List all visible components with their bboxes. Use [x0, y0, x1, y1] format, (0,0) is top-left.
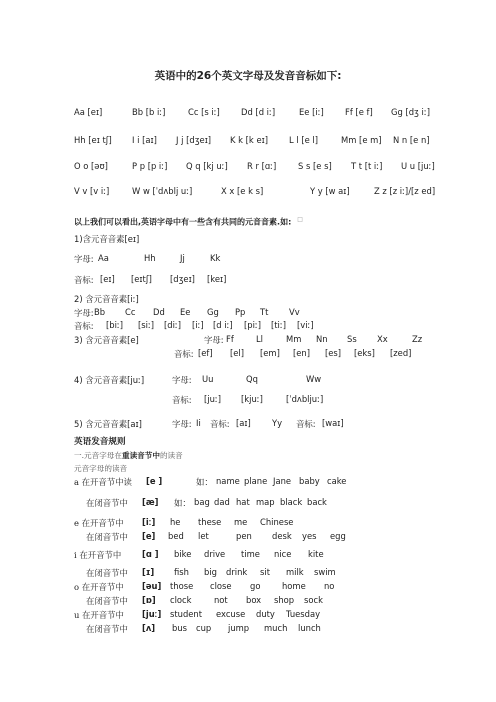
- phonetic-cell: [eks]: [354, 348, 375, 358]
- rule-prefix: 在闭音节中: [86, 596, 128, 606]
- rule-row: [74, 549, 494, 560]
- rule-word: swim: [314, 567, 336, 577]
- letter-cell: Zz: [412, 334, 423, 344]
- letter-entry: Mm [e m]: [341, 135, 382, 145]
- rule-symbol: [ʌ]: [142, 623, 156, 633]
- phonetic-label: 音标:: [74, 321, 94, 331]
- rule-word: bed: [168, 531, 184, 541]
- rule-row: [74, 609, 494, 620]
- rule-word: bike: [174, 549, 192, 559]
- letter-entry: Bb [b iː]: [132, 107, 166, 117]
- rule-prefix: u 在开音节中: [74, 610, 124, 620]
- rule-word: plane: [244, 476, 268, 486]
- group3-phonetic-row: [74, 348, 494, 359]
- phonetic-cell: [viː]: [297, 320, 314, 330]
- letters-label: 字母:: [204, 335, 224, 345]
- rule-word: cake: [327, 476, 347, 486]
- phonetic-cell: [biː]: [106, 320, 123, 330]
- letter-entry: P p [p iː]: [132, 161, 168, 171]
- letters-label: 字母:: [74, 254, 94, 264]
- letters-label: 字母:: [172, 419, 192, 429]
- rule-word: fish: [174, 567, 189, 577]
- letter-entry: Z z [z iː]/[z ed]: [374, 186, 436, 196]
- group1-heading: 1)含元音音素[eɪ]: [74, 234, 140, 244]
- letter-entry: U u [juː]: [401, 161, 435, 171]
- rule-word: student: [170, 609, 203, 619]
- letter-entry: J j [dʒeɪ]: [176, 135, 212, 145]
- rule-word: go: [250, 581, 261, 591]
- group1-letters-row: [74, 253, 494, 264]
- rule-prefix: i 在开音节中: [74, 550, 122, 560]
- letter-cell: Aa: [98, 253, 109, 263]
- phonetic-cell: [es]: [325, 348, 342, 358]
- rule-word: duty: [256, 609, 275, 619]
- letter-cell: Qq: [246, 374, 258, 384]
- letter-entry: X x [e k s]: [221, 186, 264, 196]
- group4-heading-row: [74, 374, 494, 385]
- letter-entry: K k [k eɪ]: [230, 135, 268, 145]
- rule-symbol: [e ]: [146, 476, 163, 486]
- letter-entry: Hh [eɪ tʃ]: [74, 135, 112, 145]
- phonetic-label: 音标:: [174, 349, 194, 359]
- phonetic-cell: [tiː]: [271, 320, 286, 330]
- alphabet-row: [74, 107, 464, 119]
- rule-word: black: [280, 497, 303, 507]
- letter-cell: Ss: [347, 334, 357, 344]
- phonetic-cell: [keɪ]: [207, 274, 227, 284]
- rule-symbol: [æ]: [142, 497, 159, 507]
- page-title: 英语中的26个英文字母及发音音标如下:: [154, 70, 342, 82]
- phonetic-label: 音标:: [172, 395, 192, 405]
- rule-word: let: [198, 531, 209, 541]
- rule-word: shop: [274, 595, 295, 605]
- rule-symbol: [iː]: [142, 517, 156, 527]
- rule-word: cup: [196, 623, 212, 633]
- phonetic-cell: [aɪ]: [236, 418, 251, 428]
- letter-cell: Ll: [256, 334, 263, 344]
- letters-label: 字母:: [172, 375, 192, 385]
- letter-cell: Mm: [286, 334, 302, 344]
- group3-heading: 3) 含元音音素[e]: [74, 335, 139, 345]
- rule-word: Tuesday: [286, 609, 321, 619]
- letter-cell: Xx: [377, 334, 388, 344]
- rule-word: those: [170, 581, 194, 591]
- letter-entry: R r [ɑː]: [247, 161, 277, 171]
- letter-entry: Ee [iː]: [299, 107, 324, 117]
- letter-cell: Uu: [202, 374, 214, 384]
- rule-word: sit: [260, 567, 270, 577]
- phonetic-label: 音标:: [210, 419, 230, 429]
- letter-entry: Q q [kj uː]: [186, 161, 228, 171]
- letter-cell: Dd: [153, 307, 165, 317]
- phonetic-cell: [zed]: [390, 348, 412, 358]
- rule-row: [74, 623, 494, 634]
- rule-word: back: [307, 497, 327, 507]
- phonetic-cell: [d iː]: [213, 320, 233, 330]
- rule-row: [74, 497, 494, 508]
- alphabet-row: [74, 186, 464, 198]
- phonetic-cell: [juː]: [204, 394, 221, 404]
- rule-word: pen: [236, 531, 252, 541]
- letter-entry: I i [aɪ]: [132, 135, 157, 145]
- letter-cell: Yy: [272, 418, 283, 428]
- rule-symbol: [əu]: [142, 581, 162, 591]
- rule-word: close: [210, 581, 232, 591]
- rule-word: not: [214, 595, 228, 605]
- letter-cell: Cc: [125, 307, 136, 317]
- letter-entry: L l [e l]: [289, 135, 318, 145]
- rule-prefix: 在闭音节中: [86, 498, 128, 508]
- letter-entry: O o [əʊ]: [74, 161, 108, 171]
- intro-sentence: 以上我们可以看出,英语字母中有一些含有共同的元音音素.如:: [74, 217, 292, 227]
- rule-word: box: [246, 595, 262, 605]
- rule-word: nice: [274, 549, 292, 559]
- letter-entry: Aa [eɪ]: [74, 107, 103, 117]
- rule-word: clock: [170, 595, 192, 605]
- group4-heading: 4) 含元音音素[juː]: [74, 375, 145, 385]
- rule-prefix: 在闭音节中: [86, 568, 128, 578]
- group3-heading-row: [74, 334, 494, 345]
- letter-entry: N n [e n]: [393, 135, 430, 145]
- phonetic-cell: [ˈdʌbljuː]: [286, 394, 324, 404]
- rule-word: drink: [226, 567, 248, 577]
- rule-word: dad: [214, 497, 230, 507]
- letter-entry: T t [t iː]: [351, 161, 383, 171]
- rule-word: bus: [172, 623, 187, 633]
- letter-cell: Ww: [306, 374, 322, 384]
- rule-prefix: e 在开音节中: [74, 518, 124, 528]
- phonetic-label: 音标:: [296, 419, 316, 429]
- rule-word: excuse: [216, 609, 246, 619]
- rule-symbol: [ɒ]: [142, 595, 156, 605]
- letter-cell: Ii: [196, 418, 201, 428]
- phonetic-cell: [siː]: [138, 320, 155, 330]
- rule-symbol: [juː]: [142, 609, 162, 619]
- rule-word: map: [256, 497, 275, 507]
- phonetic-cell: [piː]: [244, 320, 261, 330]
- letter-entry: V v [v iː]: [74, 186, 110, 196]
- rule-word: kite: [308, 549, 324, 559]
- letter-cell: Hh: [144, 253, 156, 263]
- letter-cell: Ff: [226, 334, 234, 344]
- letter-entry: Dd [d iː]: [241, 107, 276, 117]
- rules-subtitle-part: 一.元音字母在: [74, 451, 122, 460]
- alphabet-row: [74, 161, 464, 173]
- phonetic-cell: [en]: [293, 348, 310, 358]
- rule-prefix: 在闭音节中: [86, 624, 128, 634]
- rule-row: [74, 567, 494, 578]
- rule-word: he: [170, 517, 181, 527]
- letter-entry: Y y [w aɪ]: [310, 186, 350, 196]
- group2-letters-row: [74, 307, 494, 318]
- rule-word: baby: [299, 476, 320, 486]
- rule-symbol: [e]: [142, 531, 156, 541]
- alphabet-row: [74, 135, 464, 147]
- rule-word: home: [282, 581, 306, 591]
- phonetic-cell: [kjuː]: [241, 394, 263, 404]
- rule-prefix: 在闭音节中: [86, 532, 128, 542]
- letter-cell: Kk: [210, 253, 221, 263]
- rule-word: desk: [272, 531, 292, 541]
- rule-word: no: [324, 581, 335, 591]
- rule-prefix: a 在开音节中读: [74, 477, 132, 487]
- phonetic-cell: [em]: [260, 348, 280, 358]
- rules-subtitle-part: 的读音: [159, 451, 183, 460]
- phonetic-label: 音标:: [74, 275, 94, 285]
- rule-row: [74, 476, 494, 487]
- rule-word: drive: [204, 549, 226, 559]
- phonetic-cell: [ef]: [198, 348, 213, 358]
- phonetic-cell: [waɪ]: [322, 418, 344, 428]
- rule-row: [74, 517, 494, 528]
- rule-word: bag: [194, 497, 210, 507]
- letter-entry: W w [ˈdʌblj uː]: [132, 186, 193, 196]
- rule-row: [74, 581, 494, 592]
- rules-subtitle: [74, 450, 183, 461]
- rule-word: name: [216, 476, 240, 486]
- rule-word: jump: [228, 623, 250, 633]
- rule-symbol: [ɑ ]: [142, 549, 159, 559]
- phonetic-cell: [diː]: [164, 320, 181, 330]
- letter-entry: Ff [e f]: [345, 107, 373, 117]
- intro-text: [74, 214, 303, 228]
- rules-title: 英语发音规则: [74, 437, 126, 447]
- letter-cell: Vv: [289, 307, 300, 317]
- rules-subheading: 元音字母的读音: [74, 464, 128, 473]
- phonetic-cell: [dʒeɪ]: [170, 274, 195, 284]
- rule-word: these: [198, 517, 222, 527]
- group2-heading: 2) 含元音音素[iː]: [74, 294, 139, 304]
- rule-word: big: [204, 567, 217, 577]
- rule-word: me: [234, 517, 248, 527]
- rule-row: [74, 531, 494, 542]
- rules-subtitle-emphasis: 重读音节中: [121, 451, 160, 460]
- rule-word: yes: [302, 531, 317, 541]
- rule-word: sock: [304, 595, 323, 605]
- rule-symbol: [ɪ]: [142, 567, 155, 577]
- rule-word: lunch: [298, 623, 321, 633]
- letter-entry: S s [e s]: [298, 161, 332, 171]
- rule-example-label: 如：: [196, 477, 213, 487]
- letter-cell: Ee: [180, 307, 191, 317]
- rule-word: much: [264, 623, 288, 633]
- rule-word: milk: [286, 567, 304, 577]
- footnote-marker: □: [297, 216, 303, 223]
- rule-row: [74, 595, 494, 606]
- rule-word: Chinese: [260, 517, 294, 527]
- group4-phonetic-row: [74, 394, 494, 405]
- phonetic-cell: [eɪtʃ]: [131, 274, 152, 284]
- letter-cell: Pp: [235, 307, 246, 317]
- rule-word: Jane: [273, 476, 292, 486]
- letter-cell: Gg: [207, 307, 219, 317]
- group5-row: [74, 418, 494, 429]
- group1-phonetic-row: [74, 274, 494, 285]
- letters-label: 字母:: [74, 308, 94, 318]
- letter-entry: Cc [s iː]: [188, 107, 220, 117]
- letter-cell: Bb: [94, 307, 106, 317]
- rule-word: egg: [330, 531, 346, 541]
- rule-prefix: o 在开音节中: [74, 582, 124, 592]
- letter-cell: Tt: [260, 307, 269, 317]
- letter-cell: Jj: [180, 253, 185, 263]
- phonetic-cell: [eɪ]: [100, 274, 115, 284]
- group2-phonetic-row: [74, 320, 494, 331]
- phonetic-cell: [iː]: [192, 320, 204, 330]
- phonetic-cell: [el]: [230, 348, 245, 358]
- group5-heading: 5) 含元音音素[aɪ]: [74, 419, 142, 429]
- rule-example-label: 如：: [174, 498, 191, 508]
- rule-word: hat: [236, 497, 250, 507]
- letter-entry: Gg [dʒ iː]: [391, 107, 430, 117]
- letter-cell: Nn: [316, 334, 328, 344]
- rule-word: time: [241, 549, 260, 559]
